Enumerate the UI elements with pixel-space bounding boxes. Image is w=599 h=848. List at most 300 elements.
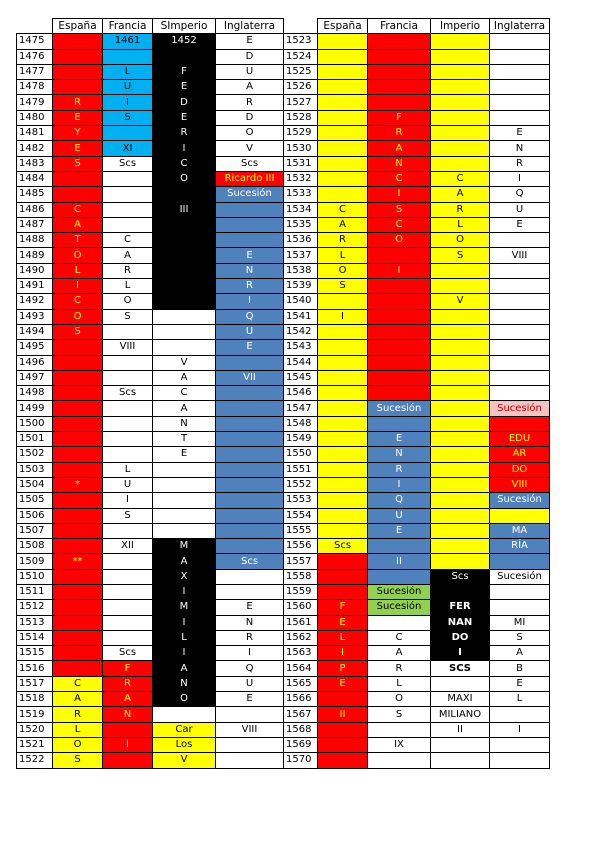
espana-cell: C — [53, 676, 103, 691]
espana-cell: L — [318, 630, 368, 645]
francia-cell: Sucesión — [368, 600, 431, 615]
imperio-cell — [431, 49, 490, 64]
inglaterra-cell: N — [216, 615, 284, 630]
inglaterra-cell: A — [490, 646, 550, 661]
table-row — [17, 692, 550, 707]
espana-cell — [318, 523, 368, 538]
imperio-cell — [431, 447, 490, 462]
year-cell: 1557 — [284, 554, 318, 569]
francia-cell: U — [103, 477, 153, 492]
year-cell: 1501 — [17, 432, 53, 447]
inglaterra-cell — [216, 508, 284, 523]
francia-cell: O — [368, 692, 431, 707]
imperio-cell: MAXI — [431, 692, 490, 707]
inglaterra-cell: I — [216, 646, 284, 661]
espana-cell: L — [53, 263, 103, 278]
espana-cell: ** — [53, 554, 103, 569]
inglaterra-cell: V — [216, 141, 284, 156]
francia-cell — [368, 753, 431, 768]
year-cell: 1555 — [284, 523, 318, 538]
year-cell: 1493 — [17, 309, 53, 324]
francia-cell: Q — [368, 493, 431, 508]
francia-cell: A — [368, 646, 431, 661]
year-cell: 1533 — [284, 187, 318, 202]
imperio-cell — [431, 80, 490, 95]
inglaterra-cell — [490, 737, 550, 752]
espana-cell — [318, 508, 368, 523]
imperio-cell: C — [153, 156, 216, 171]
inglaterra-cell: R — [216, 630, 284, 645]
francia-cell — [368, 294, 431, 309]
espana-cell — [318, 340, 368, 355]
imperio-cell — [431, 126, 490, 141]
inglaterra-cell — [216, 523, 284, 538]
espana-cell: O — [53, 737, 103, 752]
imperio-cell — [431, 279, 490, 294]
imperio-cell: D — [153, 95, 216, 110]
column-header-espana-right: España — [318, 19, 368, 34]
year-cell: 1524 — [284, 49, 318, 64]
francia-cell: 1461 — [103, 34, 153, 49]
inglaterra-cell: E — [490, 217, 550, 232]
inglaterra-cell — [490, 294, 550, 309]
inglaterra-cell: D — [216, 110, 284, 125]
espana-cell — [53, 584, 103, 599]
espana-cell: O — [318, 263, 368, 278]
inglaterra-cell — [216, 477, 284, 492]
francia-cell: I — [368, 477, 431, 492]
table-row — [17, 309, 550, 324]
column-header-imperio-left: SImperio — [153, 19, 216, 34]
year-cell: 1545 — [284, 370, 318, 385]
espana-cell — [53, 80, 103, 95]
table-row — [17, 493, 550, 508]
year-cell: 1526 — [284, 80, 318, 95]
espana-cell — [53, 600, 103, 615]
year-cell: 1531 — [284, 156, 318, 171]
espana-cell — [53, 49, 103, 64]
espana-cell — [318, 584, 368, 599]
inglaterra-cell: Scs — [216, 554, 284, 569]
table-body — [17, 34, 550, 768]
inglaterra-cell — [490, 324, 550, 339]
imperio-cell: Los — [153, 737, 216, 752]
inglaterra-cell: AR — [490, 447, 550, 462]
year-cell: 1566 — [284, 692, 318, 707]
year-cell: 1523 — [284, 34, 318, 49]
francia-cell — [103, 722, 153, 737]
imperio-cell: A — [153, 661, 216, 676]
year-cell: 1516 — [17, 661, 53, 676]
inglaterra-cell — [490, 386, 550, 401]
francia-cell — [103, 49, 153, 64]
francia-cell: C — [103, 233, 153, 248]
espana-cell: Scs — [318, 539, 368, 554]
inglaterra-cell: L — [490, 692, 550, 707]
table-row — [17, 248, 550, 263]
espana-cell: L — [53, 722, 103, 737]
year-cell: 1532 — [284, 171, 318, 186]
francia-cell — [368, 279, 431, 294]
francia-cell: IX — [368, 737, 431, 752]
imperio-cell — [153, 340, 216, 355]
francia-cell: A — [368, 141, 431, 156]
table-row — [17, 416, 550, 431]
inglaterra-cell: Q — [490, 187, 550, 202]
imperio-cell: A — [153, 370, 216, 385]
francia-cell — [103, 523, 153, 538]
imperio-cell — [153, 707, 216, 722]
espana-cell: S — [318, 279, 368, 294]
francia-cell: S — [368, 707, 431, 722]
espana-cell: P — [318, 661, 368, 676]
table-row — [17, 34, 550, 49]
year-cell: 1479 — [17, 95, 53, 110]
year-cell: 1485 — [17, 187, 53, 202]
imperio-cell: V — [153, 355, 216, 370]
francia-cell: I — [368, 263, 431, 278]
column-header-espana-left: España — [53, 19, 103, 34]
imperio-cell — [431, 554, 490, 569]
inglaterra-cell — [490, 110, 550, 125]
espana-cell — [318, 171, 368, 186]
francia-cell — [368, 539, 431, 554]
inglaterra-cell: Sucesión — [490, 493, 550, 508]
espana-cell: O — [53, 309, 103, 324]
imperio-cell — [431, 416, 490, 431]
inglaterra-cell: O — [216, 126, 284, 141]
espana-cell — [318, 294, 368, 309]
espana-cell: S — [53, 324, 103, 339]
francia-cell — [368, 416, 431, 431]
imperio-cell — [153, 217, 216, 232]
francia-cell: Sucesión — [368, 584, 431, 599]
espana-cell: E — [318, 615, 368, 630]
francia-cell: Scs — [103, 156, 153, 171]
year-column-header-right — [284, 19, 318, 34]
inglaterra-cell: DO — [490, 462, 550, 477]
imperio-cell: 1452 — [153, 34, 216, 49]
imperio-cell: O — [153, 692, 216, 707]
francia-cell: R — [368, 661, 431, 676]
espana-cell — [53, 416, 103, 431]
espana-cell — [318, 386, 368, 401]
year-cell: 1486 — [17, 202, 53, 217]
francia-cell: A — [103, 248, 153, 263]
table-row — [17, 753, 550, 768]
espana-cell — [53, 401, 103, 416]
espana-cell — [53, 646, 103, 661]
table-row — [17, 722, 550, 737]
table-row — [17, 615, 550, 630]
francia-cell: L — [368, 676, 431, 691]
table-row — [17, 171, 550, 186]
table-row — [17, 187, 550, 202]
francia-cell — [368, 248, 431, 263]
imperio-cell — [431, 64, 490, 79]
inglaterra-cell — [216, 447, 284, 462]
espana-cell: I — [53, 279, 103, 294]
francia-cell: S — [103, 508, 153, 523]
year-cell: 1546 — [284, 386, 318, 401]
year-cell: 1483 — [17, 156, 53, 171]
table-row — [17, 263, 550, 278]
imperio-cell: I — [153, 141, 216, 156]
imperio-cell: E — [153, 110, 216, 125]
francia-cell — [103, 171, 153, 186]
year-cell: 1543 — [284, 340, 318, 355]
imperio-cell: V — [153, 753, 216, 768]
espana-cell — [318, 554, 368, 569]
year-cell: 1507 — [17, 523, 53, 538]
table-row — [17, 386, 550, 401]
francia-cell — [368, 80, 431, 95]
imperio-cell: X — [153, 569, 216, 584]
francia-cell — [103, 630, 153, 645]
inglaterra-cell: U — [216, 676, 284, 691]
year-cell: 1475 — [17, 34, 53, 49]
table-row — [17, 707, 550, 722]
imperio-cell — [153, 279, 216, 294]
inglaterra-cell — [490, 263, 550, 278]
espana-cell — [318, 126, 368, 141]
table-row — [17, 447, 550, 462]
inglaterra-cell — [216, 233, 284, 248]
inglaterra-cell: VIII — [216, 722, 284, 737]
espana-cell — [53, 370, 103, 385]
inglaterra-cell: E — [216, 600, 284, 615]
inglaterra-cell: I — [490, 722, 550, 737]
francia-cell — [103, 753, 153, 768]
espana-cell — [53, 64, 103, 79]
inglaterra-cell — [490, 340, 550, 355]
inglaterra-cell: U — [216, 324, 284, 339]
imperio-cell — [153, 263, 216, 278]
table-row — [17, 324, 550, 339]
imperio-cell: L — [431, 217, 490, 232]
table-row — [17, 554, 550, 569]
inglaterra-cell: N — [490, 141, 550, 156]
espana-cell — [318, 462, 368, 477]
imperio-cell: E — [153, 80, 216, 95]
year-cell: 1509 — [17, 554, 53, 569]
year-cell: 1565 — [284, 676, 318, 691]
espana-cell — [53, 447, 103, 462]
table-row — [17, 661, 550, 676]
year-cell: 1480 — [17, 110, 53, 125]
imperio-cell — [431, 324, 490, 339]
year-cell: 1570 — [284, 753, 318, 768]
imperio-cell — [431, 34, 490, 49]
inglaterra-cell — [216, 707, 284, 722]
table-row — [17, 432, 550, 447]
espana-cell — [318, 110, 368, 125]
imperio-cell — [431, 309, 490, 324]
espana-cell — [318, 370, 368, 385]
imperio-cell — [431, 523, 490, 538]
imperio-cell: I — [153, 646, 216, 661]
year-cell: 1562 — [284, 630, 318, 645]
imperio-cell: L — [153, 630, 216, 645]
francia-cell — [103, 447, 153, 462]
inglaterra-cell: VII — [216, 370, 284, 385]
francia-cell: N — [103, 707, 153, 722]
inglaterra-cell: E — [216, 34, 284, 49]
year-cell: 1496 — [17, 355, 53, 370]
imperio-cell — [431, 432, 490, 447]
year-cell: 1510 — [17, 569, 53, 584]
year-cell: 1504 — [17, 477, 53, 492]
espana-cell — [318, 737, 368, 752]
year-cell: 1551 — [284, 462, 318, 477]
francia-cell — [103, 554, 153, 569]
year-cell: 1476 — [17, 49, 53, 64]
year-cell: 1494 — [17, 324, 53, 339]
imperio-cell: T — [153, 432, 216, 447]
inglaterra-cell — [490, 508, 550, 523]
imperio-cell: I — [431, 646, 490, 661]
inglaterra-cell: Sucesión — [490, 569, 550, 584]
francia-cell: E — [368, 523, 431, 538]
imperio-cell — [431, 401, 490, 416]
francia-cell: N — [368, 156, 431, 171]
year-cell: 1521 — [17, 737, 53, 752]
table-row — [17, 217, 550, 232]
inglaterra-cell — [216, 493, 284, 508]
imperio-cell: A — [153, 401, 216, 416]
imperio-cell — [431, 386, 490, 401]
imperio-cell — [431, 508, 490, 523]
year-cell: 1499 — [17, 401, 53, 416]
table-row — [17, 141, 550, 156]
table-row — [17, 80, 550, 95]
year-cell: 1535 — [284, 217, 318, 232]
year-cell: 1558 — [284, 569, 318, 584]
imperio-cell — [431, 493, 490, 508]
inglaterra-cell: E — [216, 692, 284, 707]
inglaterra-cell: EDU — [490, 432, 550, 447]
francia-cell — [103, 187, 153, 202]
francia-cell — [103, 615, 153, 630]
inglaterra-cell — [216, 584, 284, 599]
year-cell: 1500 — [17, 416, 53, 431]
espana-cell: I — [318, 309, 368, 324]
espana-cell — [318, 156, 368, 171]
imperio-cell: MILIANO — [431, 707, 490, 722]
year-cell: 1528 — [284, 110, 318, 125]
year-cell: 1530 — [284, 141, 318, 156]
francia-cell — [103, 217, 153, 232]
year-cell: 1495 — [17, 340, 53, 355]
inglaterra-cell: A — [216, 80, 284, 95]
francia-cell: VIII — [103, 340, 153, 355]
imperio-cell — [431, 477, 490, 492]
francia-cell — [368, 569, 431, 584]
column-header-inglaterra-left: Inglaterra — [216, 19, 284, 34]
year-cell: 1534 — [284, 202, 318, 217]
francia-cell: L — [103, 462, 153, 477]
francia-cell: Scs — [103, 386, 153, 401]
year-cell: 1539 — [284, 279, 318, 294]
francia-cell: I — [103, 737, 153, 752]
year-cell: 1502 — [17, 447, 53, 462]
imperio-cell — [431, 462, 490, 477]
imperio-cell — [431, 263, 490, 278]
inglaterra-cell: Q — [216, 661, 284, 676]
imperio-cell: III — [153, 202, 216, 217]
francia-cell: S — [103, 110, 153, 125]
espana-cell: II — [318, 707, 368, 722]
table-row — [17, 401, 550, 416]
imperio-cell — [153, 508, 216, 523]
espana-cell — [318, 569, 368, 584]
espana-cell: R — [53, 95, 103, 110]
imperio-cell — [431, 584, 490, 599]
espana-cell — [53, 630, 103, 645]
francia-cell: I — [368, 187, 431, 202]
year-cell: 1505 — [17, 493, 53, 508]
year-cell: 1491 — [17, 279, 53, 294]
column-header-inglaterra-right: Inglaterra — [490, 19, 550, 34]
year-cell: 1550 — [284, 447, 318, 462]
inglaterra-cell — [216, 401, 284, 416]
espana-cell — [53, 661, 103, 676]
imperio-cell: O — [431, 233, 490, 248]
inglaterra-cell: VIII — [490, 248, 550, 263]
francia-cell — [368, 34, 431, 49]
francia-cell: F — [368, 110, 431, 125]
francia-cell: R — [368, 126, 431, 141]
imperio-cell: II — [431, 722, 490, 737]
year-cell: 1563 — [284, 646, 318, 661]
year-cell: 1547 — [284, 401, 318, 416]
imperio-cell: I — [153, 615, 216, 630]
table-row — [17, 233, 550, 248]
imperio-cell: I — [153, 584, 216, 599]
inglaterra-cell — [490, 355, 550, 370]
imperio-cell — [153, 233, 216, 248]
imperio-cell: Scs — [431, 569, 490, 584]
imperio-cell — [431, 355, 490, 370]
year-cell: 1560 — [284, 600, 318, 615]
francia-cell — [103, 355, 153, 370]
imperio-cell — [153, 523, 216, 538]
espana-cell — [318, 355, 368, 370]
chronology-table — [16, 18, 550, 769]
inglaterra-cell: MA — [490, 523, 550, 538]
espana-cell — [318, 447, 368, 462]
francia-cell: O — [103, 294, 153, 309]
inglaterra-cell: RÍA — [490, 539, 550, 554]
espana-cell — [53, 539, 103, 554]
espana-cell — [318, 692, 368, 707]
inglaterra-cell — [490, 279, 550, 294]
year-cell: 1497 — [17, 370, 53, 385]
inglaterra-cell: N — [216, 263, 284, 278]
year-cell: 1527 — [284, 95, 318, 110]
year-cell: 1518 — [17, 692, 53, 707]
table-row — [17, 600, 550, 615]
year-cell: 1537 — [284, 248, 318, 263]
table-row — [17, 523, 550, 538]
inglaterra-cell — [216, 386, 284, 401]
year-cell: 1487 — [17, 217, 53, 232]
imperio-cell: A — [431, 187, 490, 202]
francia-cell — [103, 324, 153, 339]
year-cell: 1556 — [284, 539, 318, 554]
imperio-cell — [153, 477, 216, 492]
year-cell: 1549 — [284, 432, 318, 447]
